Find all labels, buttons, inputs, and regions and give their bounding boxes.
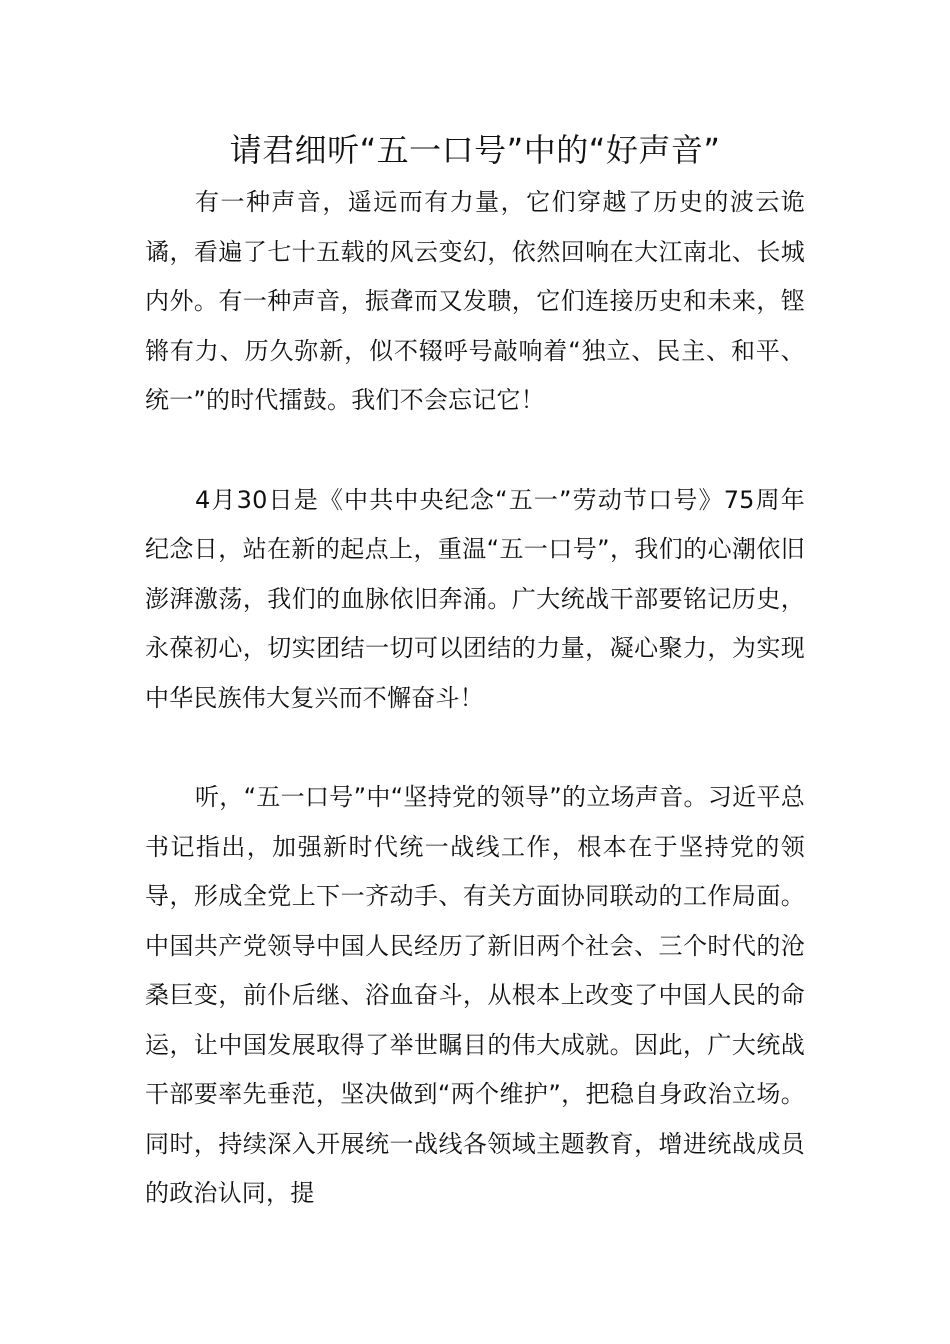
document-title: 请君细听“五一口号”中的“好声音” [229, 131, 721, 169]
paragraph-gap [145, 723, 805, 773]
paragraph-gap [145, 426, 805, 476]
paragraph-intro: 有一种声音，遥远而有力量，它们穿越了历史的波云诡谲，看遍了七十五载的风云变幻，依然回响在大江南北、长城内外。有一种声音，振聋而又发聩，它们连接历史和未来，铿锵有力、历久弥新，似不辍呼号敲响着“独立、民主、和平、统一”的时代擂鼓。我们不会忘记它！ [145, 188, 805, 414]
document-body [145, 178, 805, 1219]
paragraph-party-leadership: 听，“五一口号”中“坚持党的领导”的立场声音。习近平总书记指出，加强新时代统一战线工作，根本在于坚持党的领导，形成全党上下一齐动手、有关方面协同联动的工作局面。中国共产党领导中国人民经历了新旧两个社会、三个时代的沧桑巨变，前仆后继、浴血奋斗，从根本上改变了中国人民的命运，让中国发展取得了举世瞩目的伟大成就。因此，广大统战干部要率先垂范，坚决做到“两个维护”，把稳自身政治立场。同时，持续深入开展统一战线各领域主题教育，增进统战成员的政治认同，提 [145, 783, 805, 1207]
paragraph-anniversary: 4月30日是《中共中央纪念“五一”劳动节口号》75周年纪念日，站在新的起点上，重温“五一口号”，我们的心潮依旧澎湃激荡，我们的血脉依旧奔涌。广大统战干部要铭记历史，永葆初心，切实团结一切可以团结的力量，凝心聚力，为实现中华民族伟大复兴而不懈奋斗！ [145, 485, 805, 712]
